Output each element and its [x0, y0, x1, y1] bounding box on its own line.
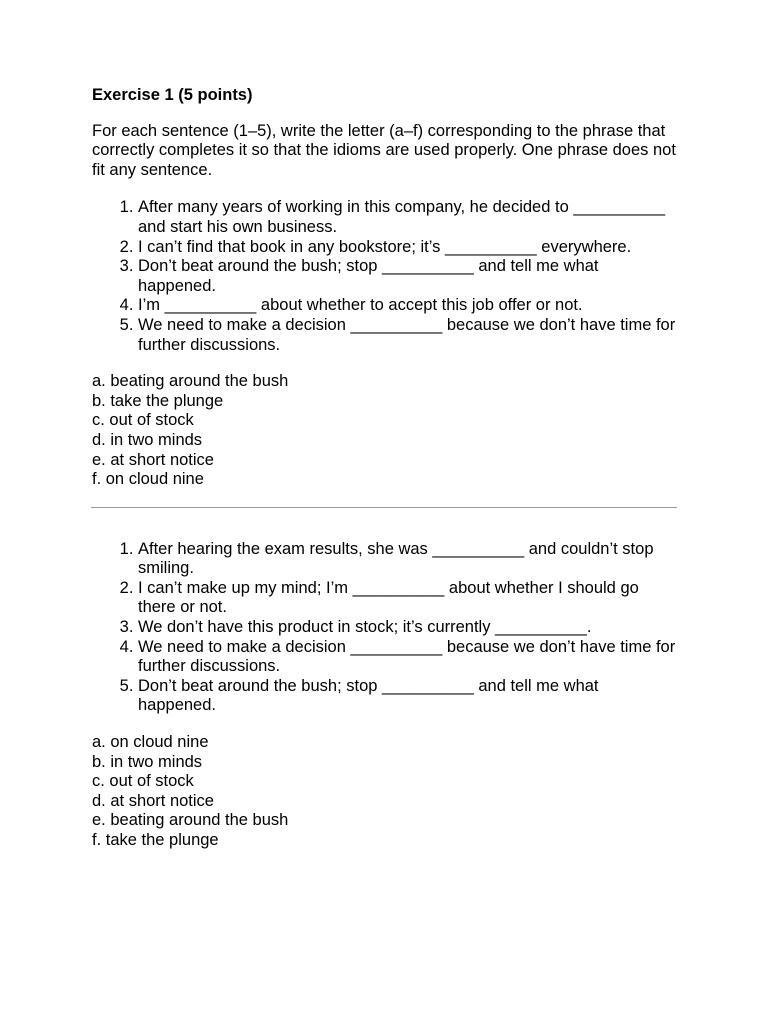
- option-item: d. at short notice: [92, 791, 214, 810]
- sentence-item: 2. I can’t find that book in any bookstore; it’s __________ everywhere.: [138, 238, 676, 258]
- sentence-list-2: [92, 540, 676, 716]
- sentence-item: 1. After many years of working in this company, he decided to __________ and start his own business.: [138, 198, 676, 237]
- section-divider: [91, 507, 677, 508]
- option-item: f. on cloud nine: [92, 470, 204, 489]
- option-item: c. out of stock: [92, 772, 194, 791]
- sentence-item: 4. We need to make a decision __________ because we don’t have time for further discussions.: [138, 638, 676, 677]
- sentence-item: 5. We need to make a decision __________ because we don’t have time for further discussions.: [138, 316, 676, 355]
- option-item: f. take the plunge: [92, 831, 219, 849]
- sentence-item: 5. Don’t beat around the bush; stop __________ and tell me what happened.: [138, 677, 676, 716]
- sentence-item: 4. I’m __________ about whether to accept this job offer or not.: [138, 296, 676, 316]
- sentence-item: 3. We don’t have this product in stock; it’s currently __________.: [138, 618, 676, 638]
- option-item: a. on cloud nine: [92, 733, 209, 752]
- option-item: b. take the plunge: [92, 391, 224, 410]
- option-item: a. beating around the bush: [92, 372, 289, 391]
- sentence-item: 2. I can’t make up my mind; I’m __________ about whether I should go there or not.: [138, 579, 676, 618]
- option-list-1: [92, 372, 676, 490]
- option-item: e. at short notice: [92, 450, 214, 469]
- option-item: d. in two minds: [92, 430, 203, 449]
- option-item: e. beating around the bush: [92, 811, 289, 830]
- option-item: b. in two minds: [92, 752, 203, 771]
- option-item: c. out of stock: [92, 411, 194, 430]
- sentence-item: 1. After hearing the exam results, she was __________ and couldn’t stop smiling.: [138, 540, 676, 579]
- option-list-2: [92, 733, 676, 851]
- sentence-list-1: [92, 198, 676, 355]
- sentence-item: 3. Don’t beat around the bush; stop __________ and tell me what happened.: [138, 257, 676, 296]
- exercise-instructions: For each sentence (1–5), write the letter (a–f) corresponding to the phrase that correctly completes it so that the idioms are used properly. One phrase does not fit any sentence.: [92, 121, 676, 179]
- exercise-title: Exercise 1 (5 points): [92, 86, 253, 104]
